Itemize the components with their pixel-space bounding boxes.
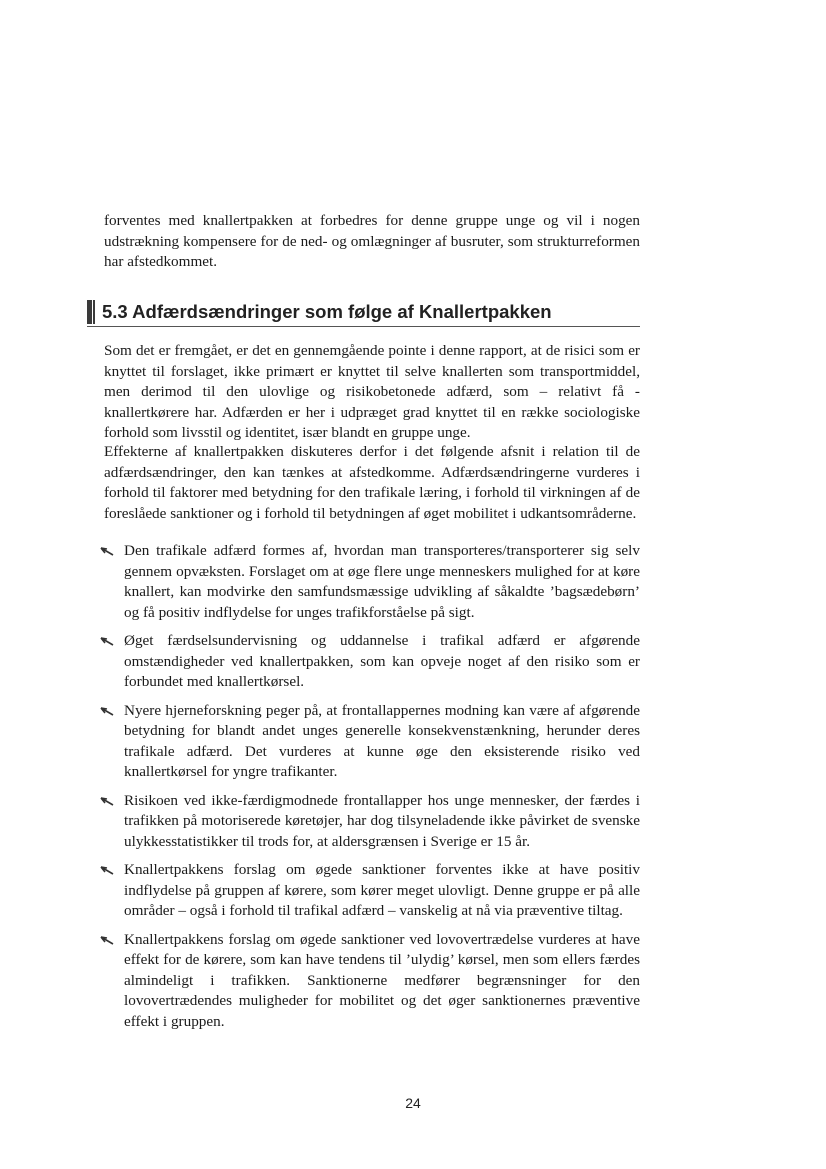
list-item-text: Risikoen ved ikke-færdigmodnede frontallapper hos unge mennesker, der færdes i trafikken på motoriserede køretøjer, har dog tilsyneladende ikke påvirket de svenske ulykkesstatistikker til trods for, at aldersgrænsen i Sverige er 15 år. (124, 791, 640, 850)
list-item-text: Knallertpakkens forslag om øgede sanktioner forventes ikke at have positiv indflydelse på gruppen af kørere, som kører meget ulovligt. Denne gruppe er på alle områder – også i forhold til trafikal adfærd – vanskelig at nå via præventive tiltag. (124, 861, 640, 919)
arrow-pointer-icon (100, 866, 116, 876)
list-item (100, 860, 640, 922)
body-paragraph-1: Som det er fremgået, er det en gennemgående pointe i denne rapport, at de risici som er knyttet til forslaget, ikke primært er knyttet til selve knallerten som transportmiddel, men derimod til den ulovlige og risikobetonede adfærd, som – relativt få - knallertkørere har. Adfærden er her i udpræget grad knyttet til en række sociologiske forhold som livsstil og identitet, især blandt en gruppe unge. (104, 342, 640, 441)
heading-bar-decoration (87, 300, 92, 324)
section-heading-block (87, 298, 640, 327)
list-item (100, 541, 640, 623)
page-number: 24 (405, 1095, 421, 1111)
bullet-list (100, 541, 640, 1040)
arrow-pointer-icon (100, 637, 116, 647)
list-item-text: Den trafikale adfærd formes af, hvordan man transporteres/transporterer sig selv gennem opvæksten. Forslaget om at øge flere unge menneskers mulighed for at køre knallert, kan modvirke den samfundsmæssige udvikling af såkaldte ’bagsædebørn’ og få positiv indflydelse for unges trafikforståelse på sigt. (124, 542, 640, 621)
list-item-text: Knallertpakkens forslag om øgede sanktioner ved lovovertrædelse vurderes at have effekt for de kørere, som kan have tendens til ’ulydig’ kørsel, men som ellers færdes almindeligt i trafikken. Sanktionerne medfører begrænsninger for den lovovertrædendes muligheder for mobilitet og det øger sanktionernes præventive effekt i gruppen. (124, 930, 640, 1030)
list-item (100, 930, 640, 1033)
list-item-text: Øget færdselsundervisning og uddannelse i trafikal adfærd er afgørende omstændigheder ved knallertpakken, som kan opveje noget af den risiko som er forbundet med knallertkørsel. (124, 632, 640, 690)
section-heading: 5.3 Adfærdsændringer som følge af Knallertpakken (102, 301, 552, 322)
arrow-pointer-icon (100, 547, 116, 557)
list-item-text: Nyere hjerneforskning peger på, at frontallappernes modning kan være af afgørende betydning for blandt andet unges generelle konsekvenstænkning, herunder deres trafikale adfærd. Det vurderes at kunne øge den eksisterende risiko ved knallertkørsel for yngre trafikanter. (124, 701, 640, 780)
intro-paragraph: forventes med knallertpakken at forbedres for denne gruppe unge og vil i nogen udstrækning kompensere for de ned- og omlægninger af busruter, som strukturreformen har afstedkommet. (104, 212, 640, 270)
arrow-pointer-icon (100, 797, 116, 807)
arrow-pointer-icon (100, 707, 116, 717)
list-item (100, 631, 640, 693)
list-item (100, 791, 640, 853)
body-paragraph-2: Effekterne af knallertpakken diskuteres derfor i det følgende afsnit i relation til de adfærdsændringer, den kan tænkes at afstedkomme. Adfærdsændringerne vurderes i forhold til faktorer med betydning for den trafikale læring, i forhold til virkningen af de foreslåede sanktioner og i forhold til betydningen af øget mobilitet i udkantsområderne. (104, 443, 640, 522)
list-item (100, 701, 640, 783)
arrow-pointer-icon (100, 936, 116, 946)
